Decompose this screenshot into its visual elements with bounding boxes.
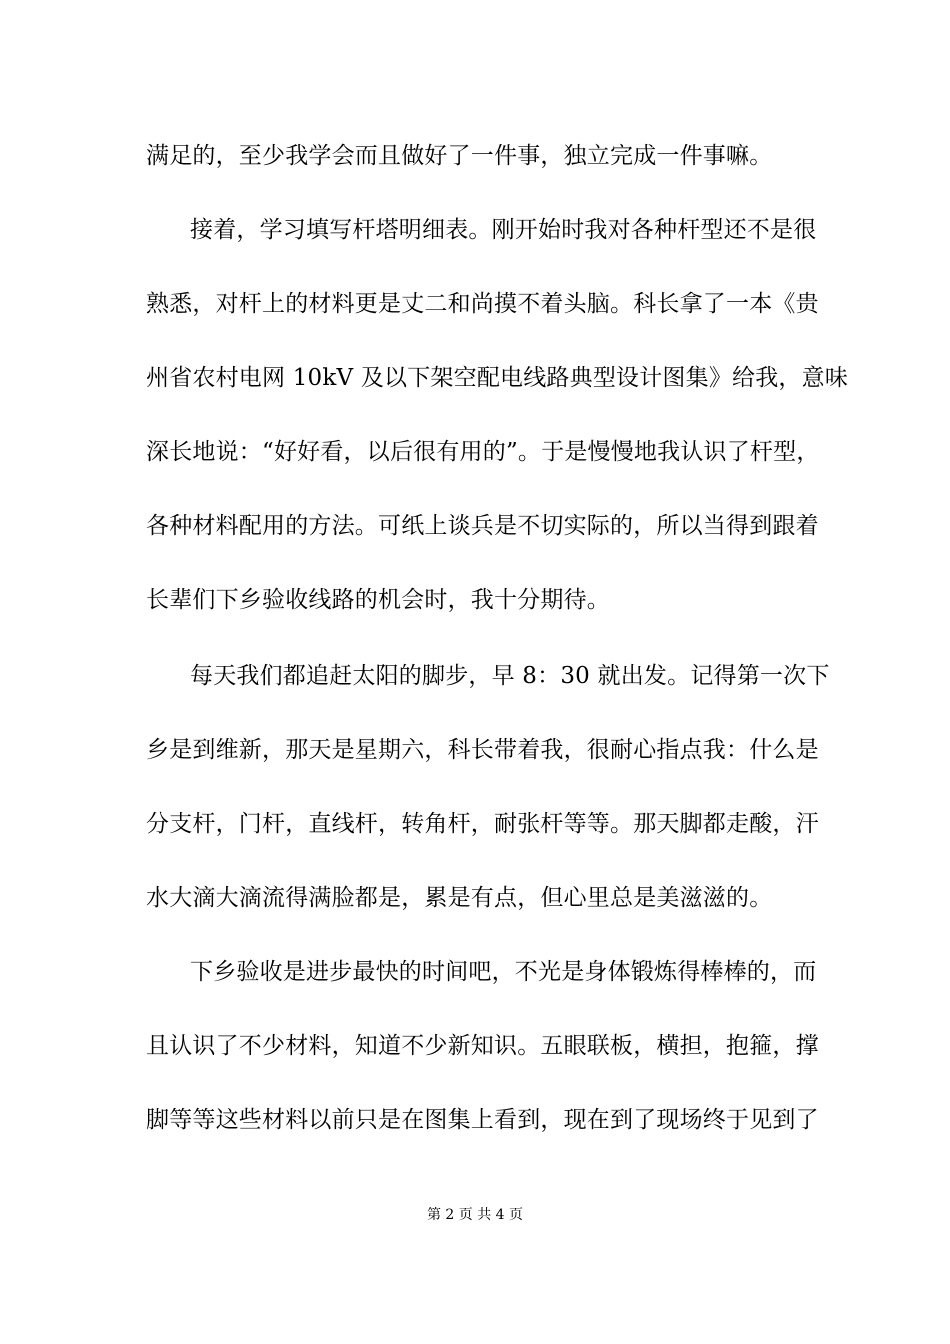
text-line: 长辈们下乡验收线路的机会时，我十分期待。 bbox=[146, 587, 610, 613]
text-line: 分支杆，门杆，直线杆，转角杆，耐张杆等等。那天脚都走酸，汗 bbox=[146, 811, 819, 837]
text-line: 脚等等这些材料以前只是在图集上看到，现在到了现场终于见到了 bbox=[146, 1107, 819, 1133]
total-page-number: 4 bbox=[495, 1207, 505, 1223]
current-page-number: 2 bbox=[445, 1207, 455, 1223]
footer-middle: 页 共 bbox=[458, 1207, 492, 1223]
text-line: 熟悉，对杆上的材料更是丈二和尚摸不着头脑。科长拿了一本《贵 bbox=[146, 291, 819, 317]
text-line: 乡是到维新，那天是星期六，科长带着我，很耐心指点我：什么是 bbox=[146, 737, 819, 763]
text-line: 州省农村电网 10kV 及以下架空配电线路典型设计图集》给我，意味 bbox=[146, 365, 849, 391]
paragraph-start-line: 下乡验收是进步最快的时间吧，不光是身体锻炼得棒棒的，而 bbox=[190, 959, 817, 985]
text-line: 满足的，至少我学会而且做好了一件事，独立完成一件事嘛。 bbox=[146, 143, 773, 169]
footer-prefix: 第 bbox=[426, 1207, 441, 1223]
text-line: 水大滴大滴流得满脸都是，累是有点，但心里总是美滋滋的。 bbox=[146, 885, 773, 911]
page-footer bbox=[0, 1205, 950, 1225]
footer-suffix: 页 bbox=[509, 1207, 524, 1223]
paragraph-start-line: 接着，学习填写杆塔明细表。刚开始时我对各种杆型还不是很 bbox=[190, 217, 817, 243]
text-line: 深长地说：“好好看，以后很有用的”。于是慢慢地我认识了杆型， bbox=[146, 439, 820, 465]
paragraph-start-line: 每天我们都追赶太阳的脚步，早 8：30 就出发。记得第一次下 bbox=[190, 663, 830, 689]
text-line: 且认识了不少材料，知道不少新知识。五眼联板，横担，抱箍，撑 bbox=[146, 1033, 819, 1059]
text-line: 各种材料配用的方法。可纸上谈兵是不切实际的，所以当得到跟着 bbox=[146, 513, 819, 539]
